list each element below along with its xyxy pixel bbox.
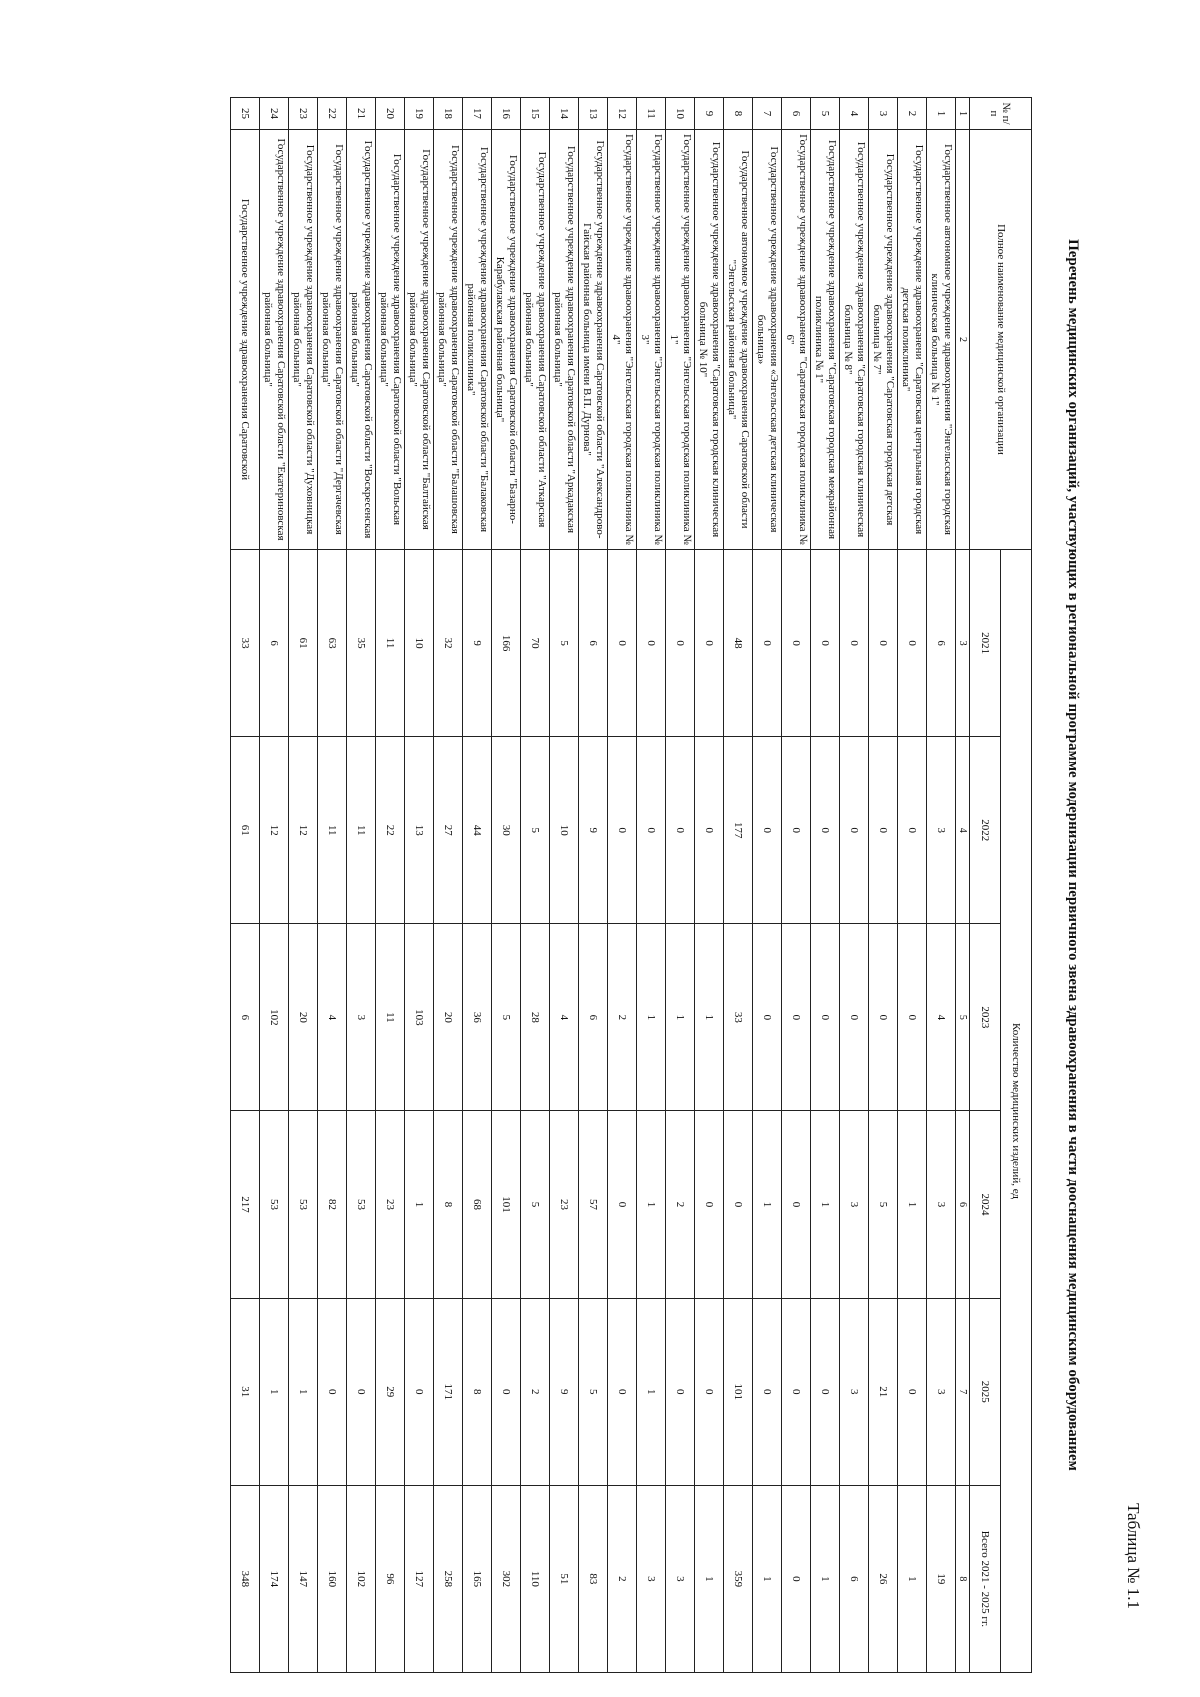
value-2025: 0 <box>492 1298 521 1485</box>
value-2022: 0 <box>695 737 724 924</box>
value-total: 1 <box>695 1485 724 1672</box>
row-number: 7 <box>753 98 782 130</box>
row-number: 1 <box>927 98 956 130</box>
value-total: 1 <box>811 1485 840 1672</box>
value-2025: 0 <box>753 1298 782 1485</box>
value-2024: 8 <box>434 1111 463 1298</box>
value-2022: 5 <box>521 737 550 924</box>
table-number-label: Таблица № 1.1 <box>1124 1503 1143 1609</box>
value-2024: 82 <box>318 1111 347 1298</box>
value-2024: 1 <box>898 1111 927 1298</box>
row-number: 20 <box>376 98 405 130</box>
value-2022: 0 <box>637 737 666 924</box>
value-total: 348 <box>231 1485 260 1672</box>
value-2025: 9 <box>550 1298 579 1485</box>
organization-name: Государственное учреждение здравоохранения Саратовской области "Духовницкая районная больница" <box>289 130 318 550</box>
value-2025: 8 <box>463 1298 492 1485</box>
value-2021: 0 <box>869 550 898 737</box>
table-row <box>405 98 434 1673</box>
document-title: Перечень медицинских организаций, участвующих в региональной программе модернизации первичного звена здравоохранения в части дооснащения медицинским оборудованием <box>1065 239 1081 1471</box>
value-2021: 6 <box>260 550 289 737</box>
table-row <box>869 98 898 1673</box>
value-2024: 217 <box>231 1111 260 1298</box>
value-2021: 6 <box>927 550 956 737</box>
value-2024: 23 <box>376 1111 405 1298</box>
row-number: 10 <box>666 98 695 130</box>
value-2023: 0 <box>840 924 869 1111</box>
value-2021: 48 <box>724 550 753 737</box>
value-2023: 33 <box>724 924 753 1111</box>
organization-name: Государственное учреждение здравоохранения «Энгельсская детская клиническая больница» <box>753 130 782 550</box>
table-row <box>753 98 782 1673</box>
value-2025: 31 <box>231 1298 260 1485</box>
value-2025: 3 <box>927 1298 956 1485</box>
value-2024: 53 <box>260 1111 289 1298</box>
table-row <box>579 98 608 1673</box>
table-row <box>695 98 724 1673</box>
table-row <box>782 98 811 1673</box>
value-2023: 20 <box>434 924 463 1111</box>
value-2024: 3 <box>927 1111 956 1298</box>
table-row <box>231 98 260 1673</box>
row-number: 25 <box>231 98 260 130</box>
row-number: 2 <box>898 98 927 130</box>
table-row <box>550 98 579 1673</box>
organization-name: Государственное учреждение здравоохранения "Энгельсская городская поликлиника № 4" <box>608 130 637 550</box>
value-2024: 53 <box>347 1111 376 1298</box>
value-2022: 0 <box>753 737 782 924</box>
value-2025: 0 <box>782 1298 811 1485</box>
value-2023: 11 <box>376 924 405 1111</box>
value-2021: 63 <box>318 550 347 737</box>
row-number: 17 <box>463 98 492 130</box>
value-2021: 0 <box>753 550 782 737</box>
value-2022: 0 <box>869 737 898 924</box>
organization-name: Государственное учреждение здравоохранения "Саратовская городская межрайонная поликлиника № 1" <box>811 130 840 550</box>
value-2023: 103 <box>405 924 434 1111</box>
row-number: 9 <box>695 98 724 130</box>
value-2023: 0 <box>811 924 840 1111</box>
table-row <box>260 98 289 1673</box>
header-2021: 2021 <box>970 550 1001 737</box>
row-number: 13 <box>579 98 608 130</box>
column-number: 1 <box>956 98 970 130</box>
table-row <box>318 98 347 1673</box>
value-2022: 12 <box>260 737 289 924</box>
value-total: 3 <box>666 1485 695 1672</box>
value-total: 174 <box>260 1485 289 1672</box>
value-2023: 20 <box>289 924 318 1111</box>
organization-name: Государственное учреждение здравоохранения Саратовской области "Балаковская районная поликлиника" <box>463 130 492 550</box>
value-2024: 0 <box>608 1111 637 1298</box>
table-row <box>376 98 405 1673</box>
value-total: 1 <box>898 1485 927 1672</box>
organization-name: Государственное учреждение здравоохранения Саратовской области "Аткарская районная больница" <box>521 130 550 550</box>
value-total: 127 <box>405 1485 434 1672</box>
value-2021: 0 <box>898 550 927 737</box>
value-2021: 10 <box>405 550 434 737</box>
header-name: Полное наименование медицинской организации <box>970 130 1032 550</box>
value-total: 51 <box>550 1485 579 1672</box>
value-2023: 28 <box>521 924 550 1111</box>
value-2023: 5 <box>492 924 521 1111</box>
value-2021: 11 <box>376 550 405 737</box>
value-2024: 1 <box>811 1111 840 1298</box>
organization-name: Государственное учреждение здравоохранения Саратовской области "Воскресенская районная больница" <box>347 130 376 550</box>
row-number: 6 <box>782 98 811 130</box>
row-number: 18 <box>434 98 463 130</box>
value-total: 6 <box>840 1485 869 1672</box>
value-2023: 4 <box>550 924 579 1111</box>
row-number: 12 <box>608 98 637 130</box>
value-2021: 33 <box>231 550 260 737</box>
value-total: 258 <box>434 1485 463 1672</box>
value-2025: 0 <box>608 1298 637 1485</box>
organization-name: Государственное учреждение здравоохранения "Саратовская городская клиническая больница № 10" <box>695 130 724 550</box>
value-total: 359 <box>724 1485 753 1672</box>
value-2023: 0 <box>782 924 811 1111</box>
value-2025: 0 <box>666 1298 695 1485</box>
value-2024: 23 <box>550 1111 579 1298</box>
organization-name: Государственное учреждение здравоохранения Саратовской области "Александрово-Гайская районная больница имени В.П. Дурнова" <box>579 130 608 550</box>
row-number: 3 <box>869 98 898 130</box>
value-2023: 0 <box>869 924 898 1111</box>
table-row <box>289 98 318 1673</box>
table-row <box>521 98 550 1673</box>
equipment-table <box>230 97 1032 1673</box>
row-number: 23 <box>289 98 318 130</box>
row-number: 24 <box>260 98 289 130</box>
value-2025: 2 <box>521 1298 550 1485</box>
header-2025: 2025 <box>970 1298 1001 1485</box>
column-number: 2 <box>956 130 970 550</box>
organization-name: Государственное автономное учреждение здравоохранения "Энгельсская городская клиническая больница № 1" <box>927 130 956 550</box>
value-2025: 1 <box>289 1298 318 1485</box>
organization-name: Государственное учреждение здравоохранения "Саратовская городская клиническая больница № 8" <box>840 130 869 550</box>
column-number: 5 <box>956 924 970 1111</box>
value-total: 26 <box>869 1485 898 1672</box>
value-2021: 0 <box>782 550 811 737</box>
table-row <box>637 98 666 1673</box>
column-number: 4 <box>956 737 970 924</box>
organization-name: Государственное учреждение здравоохранения "Саратовская городская поликлиника № 6" <box>782 130 811 550</box>
value-total: 83 <box>579 1485 608 1672</box>
value-2023: 1 <box>637 924 666 1111</box>
value-2021: 9 <box>463 550 492 737</box>
value-total: 1 <box>753 1485 782 1672</box>
header-2022: 2022 <box>970 737 1001 924</box>
value-2021: 61 <box>289 550 318 737</box>
value-2024: 3 <box>840 1111 869 1298</box>
organization-name: Государственное учреждение здравоохранения Саратовской области "Базарно-Карабулакская районная больница" <box>492 130 521 550</box>
value-total: 160 <box>318 1485 347 1672</box>
value-2025: 3 <box>840 1298 869 1485</box>
value-2025: 21 <box>869 1298 898 1485</box>
table-row <box>463 98 492 1673</box>
value-2022: 44 <box>463 737 492 924</box>
value-2022: 22 <box>376 737 405 924</box>
value-2023: 0 <box>753 924 782 1111</box>
value-2025: 0 <box>347 1298 376 1485</box>
value-2023: 2 <box>608 924 637 1111</box>
value-2023: 4 <box>318 924 347 1111</box>
organization-name: Государственное автономное учреждение здравоохранения Саратовской области "Энгельсская районная больница" <box>724 130 753 550</box>
row-number: 11 <box>637 98 666 130</box>
value-2022: 9 <box>579 737 608 924</box>
value-2022: 13 <box>405 737 434 924</box>
value-2024: 68 <box>463 1111 492 1298</box>
value-2022: 27 <box>434 737 463 924</box>
organization-name: Государственное учреждение здравоохранени "Саратовская центральная городская детская поликлиника" <box>898 130 927 550</box>
value-2023: 102 <box>260 924 289 1111</box>
value-2025: 0 <box>811 1298 840 1485</box>
value-2021: 0 <box>666 550 695 737</box>
organization-name: Государственное учреждение здравоохранения Саратовской области "Вольская районная больница" <box>376 130 405 550</box>
table-row <box>434 98 463 1673</box>
value-2024: 0 <box>695 1111 724 1298</box>
value-2021: 0 <box>811 550 840 737</box>
value-2023: 3 <box>347 924 376 1111</box>
column-number: 3 <box>956 550 970 737</box>
row-number: 5 <box>811 98 840 130</box>
organization-name: Государственное учреждение здравоохранения Саратовской области "Екатериновская районная больница" <box>260 130 289 550</box>
row-number: 16 <box>492 98 521 130</box>
value-2024: 101 <box>492 1111 521 1298</box>
value-2022: 61 <box>231 737 260 924</box>
value-total: 3 <box>637 1485 666 1672</box>
value-2023: 0 <box>898 924 927 1111</box>
value-2021: 0 <box>695 550 724 737</box>
value-2021: 0 <box>637 550 666 737</box>
value-2022: 11 <box>318 737 347 924</box>
value-2022: 0 <box>782 737 811 924</box>
value-2025: 0 <box>405 1298 434 1485</box>
value-total: 96 <box>376 1485 405 1672</box>
organization-name: Государственное учреждение здравоохранения Саратовской области "Балашовская районная больница" <box>434 130 463 550</box>
table-row <box>811 98 840 1673</box>
organization-name: Государственное учреждение здравоохранения Саратовской <box>231 130 260 550</box>
value-2025: 1 <box>637 1298 666 1485</box>
value-2023: 36 <box>463 924 492 1111</box>
value-2021: 166 <box>492 550 521 737</box>
value-2024: 53 <box>289 1111 318 1298</box>
value-total: 102 <box>347 1485 376 1672</box>
value-2024: 1 <box>753 1111 782 1298</box>
row-number: 8 <box>724 98 753 130</box>
header-2024: 2024 <box>970 1111 1001 1298</box>
value-2024: 2 <box>666 1111 695 1298</box>
value-2025: 0 <box>695 1298 724 1485</box>
organization-name: Государственное учреждение здравоохранения Саратовской области "Аркадакская районная больница" <box>550 130 579 550</box>
value-2022: 12 <box>289 737 318 924</box>
value-2025: 0 <box>898 1298 927 1485</box>
table-row <box>927 98 956 1673</box>
value-2022: 3 <box>927 737 956 924</box>
value-2022: 30 <box>492 737 521 924</box>
value-2023: 6 <box>579 924 608 1111</box>
value-2025: 1 <box>260 1298 289 1485</box>
row-number: 15 <box>521 98 550 130</box>
header-num: № п/п <box>970 98 1032 130</box>
row-number: 22 <box>318 98 347 130</box>
value-2021: 0 <box>840 550 869 737</box>
value-2025: 101 <box>724 1298 753 1485</box>
value-total: 0 <box>782 1485 811 1672</box>
value-total: 110 <box>521 1485 550 1672</box>
value-2022: 0 <box>666 737 695 924</box>
table-row <box>492 98 521 1673</box>
value-2024: 57 <box>579 1111 608 1298</box>
value-2024: 1 <box>405 1111 434 1298</box>
value-2024: 1 <box>637 1111 666 1298</box>
value-2021: 32 <box>434 550 463 737</box>
organization-name: Государственное учреждение здравоохранения "Саратовская городская детская больница № 7" <box>869 130 898 550</box>
value-2021: 35 <box>347 550 376 737</box>
value-2025: 0 <box>318 1298 347 1485</box>
value-2021: 0 <box>608 550 637 737</box>
table-row <box>724 98 753 1673</box>
column-number-row <box>956 98 970 1673</box>
column-number: 7 <box>956 1298 970 1485</box>
organization-name: Государственное учреждение здравоохранения "Энгельсская городская поликлиника № 1" <box>666 130 695 550</box>
table-row <box>666 98 695 1673</box>
value-2023: 1 <box>695 924 724 1111</box>
header-2023: 2023 <box>970 924 1001 1111</box>
row-number: 21 <box>347 98 376 130</box>
value-2023: 6 <box>231 924 260 1111</box>
value-2022: 0 <box>898 737 927 924</box>
column-number: 8 <box>956 1485 970 1672</box>
value-2022: 177 <box>724 737 753 924</box>
value-2025: 29 <box>376 1298 405 1485</box>
row-number: 4 <box>840 98 869 130</box>
value-2024: 0 <box>724 1111 753 1298</box>
column-number: 6 <box>956 1111 970 1298</box>
value-2022: 0 <box>811 737 840 924</box>
value-2021: 5 <box>550 550 579 737</box>
table-row <box>898 98 927 1673</box>
value-2021: 70 <box>521 550 550 737</box>
value-2023: 4 <box>927 924 956 1111</box>
row-number: 14 <box>550 98 579 130</box>
value-2025: 5 <box>579 1298 608 1485</box>
organization-name: Государственное учреждение здравоохранения "Энгельсская городская поликлиника № 3" <box>637 130 666 550</box>
value-total: 19 <box>927 1485 956 1672</box>
value-2024: 5 <box>521 1111 550 1298</box>
organization-name: Государственное учреждение здравоохранения Саратовской области "Дергачевская районная больница" <box>318 130 347 550</box>
value-2022: 0 <box>608 737 637 924</box>
value-total: 302 <box>492 1485 521 1672</box>
value-total: 2 <box>608 1485 637 1672</box>
value-total: 165 <box>463 1485 492 1672</box>
value-2024: 0 <box>782 1111 811 1298</box>
table-row <box>608 98 637 1673</box>
value-2022: 0 <box>840 737 869 924</box>
value-total: 147 <box>289 1485 318 1672</box>
table-row <box>840 98 869 1673</box>
table-row <box>347 98 376 1673</box>
value-2023: 1 <box>666 924 695 1111</box>
value-2022: 11 <box>347 737 376 924</box>
value-2021: 6 <box>579 550 608 737</box>
header-total: Всего 2021 - 2025 гг. <box>970 1485 1001 1672</box>
organization-name: Государственное учреждение здравоохранения Саратовской области "Балтайская районная больница" <box>405 130 434 550</box>
header-group: Количество медицинских изделий, ед <box>1001 550 1032 1673</box>
row-number: 19 <box>405 98 434 130</box>
value-2022: 10 <box>550 737 579 924</box>
value-2025: 171 <box>434 1298 463 1485</box>
value-2024: 5 <box>869 1111 898 1298</box>
